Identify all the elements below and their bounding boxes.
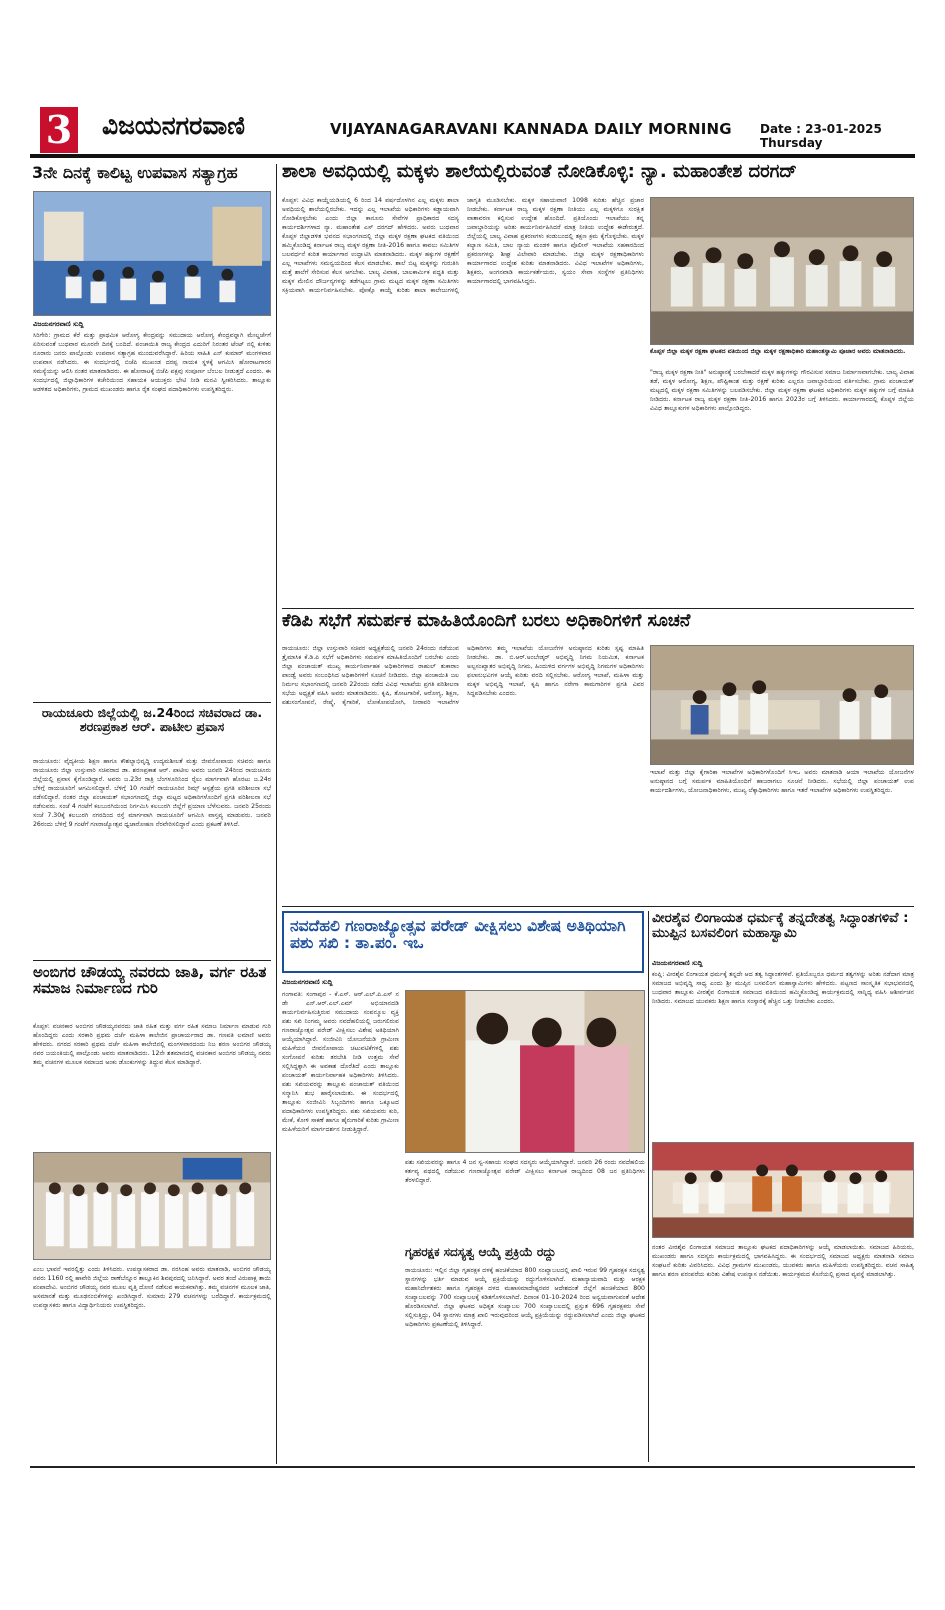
lead-photo-caption: ಕೊಪ್ಪಳ ಜಿಲ್ಲಾ ಮಕ್ಕಳ ರಕ್ಷಣಾ ಘಟಕದ ವತಿಯಿಂದ ಜಿಲ್ಲಾ ಮಕ್ಕಳ ರಕ್ಷಣಾಧಿಕಾರಿ ಮಹಾಂತಸ್ವಾಮಿ ಪೂಜಾರ ಅವರು ಮಾತನಾಡಿದರು. [650, 348, 906, 355]
ambigara-photo [33, 1152, 271, 1260]
fast-byline: ವಿಜಯನಗರವಾಣಿ ಸುದ್ದಿ [33, 320, 84, 328]
kdp-headline: ಕೆಡಿಪಿ ಸಭೆಗೆ ಸಮರ್ಪಕ ಮಾಹಿತಿಯೊಂದಿಗೆ ಬರಲು ಅಧಿಕಾರಿಗಳಿಗೆ ಸೂಚನೆ [282, 612, 691, 631]
page-bottom-rule [30, 1466, 915, 1468]
minister-tour-body: ರಾಯಚೂರು: ವೈದ್ಯಕೀಯ ಶಿಕ್ಷಣ ಹಾಗೂ ಕೌಶಲ್ಯಾಭಿವೃದ್ಧಿ ಉದ್ಯಮಶೀಲತೆ ಮತ್ತು ಜೀವನೋಪಾಯ ಸಚಿವರು ಹಾಗೂ ರಾಯಚೂರು ಜಿಲ್ಲಾ ಉಸ್ತುವಾರಿ ಸಚಿವರಾದ ಡಾ. ಶರಣಪ್ರಕಾಶ ಆರ್. ಪಾಟೀಲ ಅವರು ಜನವರಿ 24ರಿಂದ ರಾಯಚೂರು ಜಿಲ್ಲೆಯಲ್ಲಿ ಪ್ರವಾಸ ಕೈಗೊಂಡಿದ್ದಾರೆ. ಅವರು ಜ.23ರ ರಾತ್ರಿ ಬೆಂಗಳೂರಿನಿಂದ ರೈಲು ಮಾರ್ಗವಾಗಿ ಹೊರಟು ಜ.24ರ ಬೆಳಿಗ್ಗೆ ರಾಯಚೂರಿಗೆ ಆಗಮಿಸಲಿದ್ದಾರೆ. ಬೆಳಿಗ್ಗೆ 10 ಗಂಟೆಗೆ ರಾಯಚೂರಿನ ರಿಮ್ಸ್ ಆಸ್ಪತ್ರೆಯ ಪ್ರಗತಿ ಪರಿಶೀಲನಾ ಸಭೆ ನಡೆಸಲಿದ್ದಾರೆ. ನಂತರ ಜಿಲ್ಲಾ ಪಂಚಾಯತ್ ಸಭಾಂಗಣದಲ್ಲಿ ಜಿಲ್ಲಾ ಮಟ್ಟದ ಅಧಿಕಾರಿಗಳೊಂದಿಗೆ ಪ್ರಗತಿ ಪರಿಶೀಲನಾ ಸಭೆ ನಡೆಸುವರು. ಸಂಜೆ 4 ಗಂಟೆಗೆ ಕಲಬುರಗಿಯಿಂದ ನಿರ್ಗಮಿಸಿ ಕಲಬುರಗಿ ಜಿಲ್ಲೆಗೆ ಪ್ರಯಾಣ ಬೆಳೆಸುವರು. ಜನವರಿ 25ರಂದು ಸಂಜೆ 7.30ಕ್ಕೆ ಕಲಬುರಗಿ ನಗರದಿಂದ ರಸ್ತೆ ಮಾರ್ಗವಾಗಿ ರಾಯಚೂರಿಗೆ ಆಗಮಿಸಿ ವಾಸ್ತವ್ಯ ಮಾಡುವರು. ಜನವರಿ 26ರಂದು ಬೆಳಿಗ್ಗೆ 9 ಗಂಟೆಗೆ ಗಣರಾಜ್ಯೋತ್ಸವ ಧ್ವಜಾರೋಹಣ ನೆರವೇರಿಸಲಿದ್ದಾರೆ ಎಂದು ಪ್ರಕಟಣೆ ತಿಳಿಸಿದೆ. [33, 758, 271, 828]
parade-body: ಗಂಗಾವತಿ: ಸಂಗಾಪುರ - ಕೆ.ಎಸ್. ಆರ್.ಎಲ್.ಪಿ.ಎಸ್ ನ ಡೇ ಎನ್.ಆರ್.ಎಲ್.ಎಮ್ ಅಭಿಯಾನದಡಿ ಕಾರ್ಯನಿರ್ವಹಿಸುತ್ತಿರುವ ಸಮುದಾಯ ಸಂಪನ್ಮೂಲ ವ್ಯಕ್ತಿ ಪಶು ಸಖಿ ನಿಂಗಮ್ಮ ಅವರು ನವದೆಹಲಿಯಲ್ಲಿ ಜರುಗಲಿರುವ ಗಣರಾಜ್ಯೋತ್ಸವ ಪರೇಡ್ ವೀಕ್ಷಿಸಲು ವಿಶೇಷ ಅತಿಥಿಯಾಗಿ ಆಯ್ಕೆಯಾಗಿದ್ದಾರೆ. ಸಂಜೀವಿನಿ ಯೋಜನೆಯಡಿ ಗ್ರಾಮೀಣ ಮಹಿಳೆಯರ ಜೀವನೋಪಾಯ ಚಟುವಟಿಕೆಗಳಲ್ಲಿ ಪಶು ಸಂಗೋಪನೆ ಕುರಿತು ತರಬೇತಿ ನೀಡಿ ಉತ್ತಮ ಸೇವೆ ಸಲ್ಲಿಸಿದ್ದಕ್ಕಾಗಿ ಈ ಅವಕಾಶ ದೊರೆತಿದೆ ಎಂದು ತಾಲ್ಲೂಕು ಪಂಚಾಯತ್ ಕಾರ್ಯನಿರ್ವಾಹಕ ಅಧಿಕಾರಿಗಳು ತಿಳಿಸಿದರು. ಪಶು ಸಖಿಯವರನ್ನು ತಾಲ್ಲೂಕು ಪಂಚಾಯತ್ ವತಿಯಿಂದ ಸನ್ಮಾನಿಸಿ ಶುಭ ಹಾರೈಸಲಾಯಿತು. ಈ ಸಂದರ್ಭದಲ್ಲಿ ತಾಲ್ಲೂಕು ಸಂಜೀವಿನಿ ಸಿಬ್ಬಂದಿಗಳು ಹಾಗೂ ಒಕ್ಕೂಟದ ಪದಾಧಿಕಾರಿಗಳು ಉಪಸ್ಥಿತರಿದ್ದರು. ಪಶು ಸಖಿಯವರು ಕುರಿ, ಮೇಕೆ, ಕೋಳಿ ಸಾಕಣೆ ಹಾಗೂ ಹೈನುಗಾರಿಕೆ ಕುರಿತು ಗ್ರಾಮೀಣ ಮಹಿಳೆಯರಿಗೆ ಮಾರ್ಗದರ್ಶನ ನೀಡುತ್ತಿದ್ದಾರೆ. [282, 991, 399, 1133]
newspaper-logo: ವಿಜಯನಗರವಾಣಿ [102, 111, 245, 140]
lead-photo [650, 197, 914, 345]
lead-headline: ಶಾಲಾ ಅವಧಿಯಲ್ಲಿ ಮಕ್ಕಳು ಶಾಲೆಯಲ್ಲಿರುವಂತೆ ನೋಡಿಕೊಳ್ಳಿ: ನ್ಯಾ. ಮಹಾಂತೇಶ ದರಗದ್ [282, 162, 797, 182]
divider [33, 960, 271, 961]
veerashaiva-body-bottom: ನಂತರ ವೀರಶೈವ ಲಿಂಗಾಯತ ಸಮಾಜದ ತಾಲ್ಲೂಕು ಘಟಕದ ಪದಾಧಿಕಾರಿಗಳನ್ನು ಆಯ್ಕೆ ಮಾಡಲಾಯಿತು. ಸಮಾಜದ ಹಿರಿಯರು, ಮುಖಂಡರು ಹಾಗೂ ಸದಸ್ಯರು ಕಾರ್ಯಕ್ರಮದಲ್ಲಿ ಭಾಗವಹಿಸಿದ್ದರು. ಈ ಸಂದರ್ಭದಲ್ಲಿ ಸಮಾಜದ ಅಧ್ಯಕ್ಷರು ಮಾತನಾಡಿ ಸಮಾಜ ಸಂಘಟನೆ ಕುರಿತು ವಿವರಿಸಿದರು. ವಿವಿಧ ಗ್ರಾಮಗಳ ಮುಖಂಡರು, ಯುವಕರು ಹಾಗೂ ಮಹಿಳೆಯರು ಉಪಸ್ಥಿತರಿದ್ದರು. ವಚನ ಸಾಹಿತ್ಯ ಹಾಗೂ ಶರಣ ಪರಂಪರೆಯ ಕುರಿತು ವಿಶೇಷ ಉಪನ್ಯಾಸ ನಡೆಯಿತು. ಕಾರ್ಯಕ್ರಮದ ಕೊನೆಯಲ್ಲಿ ಪ್ರಸಾದ ವ್ಯವಸ್ಥೆ ಮಾಡಲಾಗಿತ್ತು. [652, 1244, 914, 1278]
issue-date: Date : 23-01-2025 Thursday [760, 122, 882, 150]
column-divider [276, 164, 277, 1464]
parade-byline: ವಿಜಯನಗರವಾಣಿ ಸುದ್ದಿ [282, 978, 333, 986]
kdp-body: ರಾಯಚೂರು: ಜಿಲ್ಲಾ ಉಸ್ತುವಾರಿ ಸಚಿವರ ಅಧ್ಯಕ್ಷತೆಯಲ್ಲಿ ಜನವರಿ 24ರಂದು ನಡೆಯುವ ತ್ರೈಮಾಸಿಕ ಕೆ.ಡಿ.ಪಿ ಸಭೆಗೆ ಅಧಿಕಾರಿಗಳು ಸಮರ್ಪಕ ಮಾಹಿತಿಯೊಂದಿಗೆ ಬರಬೇಕು ಎಂದು ಜಿಲ್ಲಾ ಪಂಚಾಯತ್ ಮುಖ್ಯ ಕಾರ್ಯನಿರ್ವಾಹಕ ಅಧಿಕಾರಿಗಳಾದ ರಾಹುಲ್ ತುಕಾರಾಂ ಪಾಂಡ್ವೆ ಅವರು ಸಂಬಂಧಿಸಿದ ಅಧಿಕಾರಿಗಳಿಗೆ ಸೂಚನೆ ನೀಡಿದರು. ಜಿಲ್ಲಾ ಪಂಚಾಯಿತಿ ಜಲ ನಿರ್ಮಲ ಸಭಾಂಗಣದಲ್ಲಿ ಜನವರಿ 22ರಂದು ನಡೆದ ವಿವಿಧ ಇಲಾಖೆಯ ಪ್ರಗತಿ ಪರಿಶೀಲನಾ ಸಭೆಯ ಅಧ್ಯಕ್ಷತೆ ವಹಿಸಿ ಅವರು ಮಾತನಾಡಿದರು. ಕೃಷಿ, ತೋಟಗಾರಿಕೆ, ಆರೋಗ್ಯ, ಶಿಕ್ಷಣ, ಪಶುಸಂಗೋಪನೆ, ರೇಷ್ಮೆ, ಕೈಗಾರಿಕೆ, ಲೋಕೋಪಯೋಗಿ, ನೀರಾವರಿ ಇಲಾಖೆಗಳ ಅಧಿಕಾರಿಗಳು ತಮ್ಮ ಇಲಾಖೆಯ ಯೋಜನೆಗಳ ಅನುಷ್ಠಾನದ ಕುರಿತು ಸ್ಪಷ್ಟ ಮಾಹಿತಿ ನೀಡಬೇಕು. ಡಾ. ಬಿ.ಆರ್.ಅಂಬೇಡ್ಕರ್ ಅಭಿವೃದ್ಧಿ ನಿಗಮ ನಿಯಮಿತ, ಕರ್ನಾಟಕ ಅಲ್ಪಸಂಖ್ಯಾತರ ಅಭಿವೃದ್ಧಿ ನಿಗಮ, ಹಿಂದುಳಿದ ವರ್ಗಗಳ ಅಭಿವೃದ್ಧಿ ನಿಗಮಗಳ ಅಧಿಕಾರಿಗಳು ಫಲಾನುಭವಿಗಳ ಆಯ್ಕೆ ಕುರಿತು ವರದಿ ಸಲ್ಲಿಸಬೇಕು. ಆರೋಗ್ಯ ಇಲಾಖೆ, ಮಹಿಳಾ ಮತ್ತು ಮಕ್ಕಳ ಅಭಿವೃದ್ಧಿ ಇಲಾಖೆ, ಕೃಷಿ ಹಾಗೂ ನರೇಗಾ ಕಾಮಗಾರಿಗಳ ಪ್ರಗತಿ ವಿವರ ಸಿದ್ಧಪಡಿಸಬೇಕು ಎಂದರು. [282, 645, 644, 706]
page-number: 3 [40, 107, 78, 153]
newspaper-english-name: VIJAYANAGARAVANI KANNADA DAILY MORNING [330, 120, 732, 138]
parade-body-right: ಪಶು ಸಖಿಯವರನ್ನು ಹಾಗೂ 4 ಜನ ಸ್ವ-ಸಹಾಯ ಸಂಘದ ಸದಸ್ಯರು ಆಯ್ಕೆಯಾಗಿದ್ದಾರೆ. ಜನವರಿ 26 ರಂದು ನವದೆಹಲಿಯ ಕರ್ತವ್ಯ ಪಥದಲ್ಲಿ ನಡೆಯುವ ಗಣರಾಜ್ಯೋತ್ಸವ ಪರೇಡ್ ವೀಕ್ಷಿಸಲು ಕರ್ನಾಟಕ ರಾಜ್ಯದಿಂದ 08 ಜನ ಪ್ರತಿನಿಧಿಗಳು ತೆರಳಲಿದ್ದಾರೆ. [405, 1159, 645, 1184]
fast-headline: 3ನೇ ದಿನಕ್ಕೆ ಕಾಲಿಟ್ಟ ಉಪವಾಸ ಸತ್ಯಾಗ್ರಹ [32, 164, 238, 182]
divider [282, 906, 914, 907]
ration-body: ರಾಯಚೂರು: ಇಲ್ಲಿನ ಜಿಲ್ಲಾ ಗೃಹರಕ್ಷಕ ದಳಕ್ಕೆ ಹಂಚಿಕೆಯಾದ 800 ಸಂಖ್ಯಾಬಲದಲ್ಲಿ ಖಾಲಿ ಇರುವ 99 ಗೃಹರಕ್ಷಕ ಸದಸ್ಯತ್ವ ಸ್ಥಾನಗಳನ್ನು ಭರ್ತಿ ಮಾಡುವ ಆಯ್ಕೆ ಪ್ರಕ್ರಿಯೆಯನ್ನು ರದ್ದುಗೊಳಿಸಲಾಗಿದೆ. ಮಹಾನ್ಯಾಯವಾದಿ ಮತ್ತು ಆರಕ್ಷಕ ಮಹಾನಿರ್ದೇಶಕರು ಹಾಗೂ ಗೃಹರಕ್ಷಕ ದಳದ ಮಹಾಸಮಾದೇಷ್ಟರವರ ಆದೇಶದಂತೆ ಜಿಲ್ಲೆಗೆ ಹಂಚಿಕೆಯಾದ 800 ಸಂಖ್ಯಾಬಲವನ್ನು 700 ಸಂಖ್ಯಾಬಲಕ್ಕೆ ಕಡಿತಗೊಳಿಸಲಾಗಿದೆ. ದಿನಾಂಕ 01-10-2024 ರಿಂದ ಅನ್ವಯವಾಗುವಂತೆ ಆದೇಶ ಹೊರಡಿಸಲಾಗಿದೆ. ಜಿಲ್ಲಾ ಘಟಕದ ಅಧಿಕೃತ ಸಂಖ್ಯಾಬಲ 700 ಸಂಖ್ಯಾಬಲದಲ್ಲಿ ಪ್ರಸ್ತುತ 696 ಗೃಹರಕ್ಷಕರು ಸೇವೆ ಸಲ್ಲಿಸುತ್ತಿದ್ದು, 04 ಸ್ಥಾನಗಳು ಮಾತ್ರ ಖಾಲಿ ಇರುವುದರಿಂದ ಆಯ್ಕೆ ಪ್ರಕ್ರಿಯೆಯನ್ನು ರದ್ದುಪಡಿಸಲಾಗಿದೆ ಎಂದು ಜಿಲ್ಲಾ ಘಟಕದ ಅಧಿಕಾರಿಗಳು ಪ್ರಕಟಣೆಯಲ್ಲಿ ತಿಳಿಸಿದ್ದಾರೆ. [405, 1266, 645, 1462]
ration-headline: ಗೃಹರಕ್ಷಕ ಸದಸ್ಯತ್ವ ಆಯ್ಕೆ ಪ್ರಕ್ರಿಯೆ ರದ್ದು [405, 1246, 645, 1262]
column-divider [648, 911, 649, 1462]
ambigara-headline: ಅಂಬಿಗರ ಚೌಡಯ್ಯ ನವರದು ಜಾತಿ, ವರ್ಗ ರಹಿತ ಸಮಾಜ ನಿರ್ಮಾಣದ ಗುರಿ [33, 964, 267, 998]
kdp-photo [650, 645, 914, 765]
fast-photo [33, 191, 271, 316]
veerashaiva-headline: ವೀರಶೈವ ಲಿಂಗಾಯತ ಧರ್ಮಕ್ಕೆ ತನ್ನದೇತತ್ವ ಸಿದ್ಧಾಂತಗಳಿವೆ : ಮುಪ್ಪಿನ ಬಸವಲಿಂಗ ಮಹಾಸ್ವಾಮಿ [652, 911, 909, 941]
divider [33, 702, 271, 703]
lead-body-right: "ರಾಜ್ಯ ಮಕ್ಕಳ ರಕ್ಷಣಾ ನೀತಿ" ಅನುಷ್ಠಾನಕ್ಕೆ ಬರಬೇಕಾದರೆ ಮಕ್ಕಳ ಹಕ್ಕುಗಳನ್ನು ಗೌರವಿಸುವ ಸಮಾಜ ನಿರ್ಮಾಣವಾಗಬೇಕು. ಬಾಲ್ಯ ವಿವಾಹ ತಡೆ, ಮಕ್ಕಳ ಆರೋಗ್ಯ, ಶಿಕ್ಷಣ, ಪೌಷ್ಟಿಕಾಂಶ ಮತ್ತು ರಕ್ಷಣೆ ಕುರಿತು ಎಲ್ಲರೂ ಜವಾಬ್ದಾರಿಯಿಂದ ವರ್ತಿಸಬೇಕು. ಗ್ರಾಮ ಪಂಚಾಯತ್ ಮಟ್ಟದಲ್ಲಿ ಮಕ್ಕಳ ರಕ್ಷಣಾ ಸಮಿತಿಗಳನ್ನು ಬಲಪಡಿಸಬೇಕು. ಜಿಲ್ಲಾ ಮಕ್ಕಳ ರಕ್ಷಣಾ ಘಟಕದ ಅಧಿಕಾರಿಗಳು ಮಕ್ಕಳ ಹಕ್ಕುಗಳ ಬಗ್ಗೆ ಮಾಹಿತಿ ನೀಡಿದರು. ಕರ್ನಾಟಕ ರಾಜ್ಯ ಮಕ್ಕಳ ರಕ್ಷಣಾ ನೀತಿ-2016 ಹಾಗೂ 2023ರ ಬಗ್ಗೆ ತಿಳಿಸಿದರು. ಕಾರ್ಯಾಗಾರದಲ್ಲಿ ಕೊಪ್ಪಳ ಜಿಲ್ಲೆಯ ವಿವಿಧ ತಾಲ್ಲೂಕುಗಳ ಅಧಿಕಾರಿಗಳು ಪಾಲ್ಗೊಂಡಿದ್ದರು. [650, 369, 914, 412]
veerashaiva-byline: ವಿಜಯನಗರವಾಣಿ ಸುದ್ದಿ [652, 959, 703, 967]
ambigara-body-top: ಕೊಪ್ಪಳ: ವಚನಕಾರ ಅಂಬಿಗರ ಚೌಡಯ್ಯನವರದು ಜಾತಿ ರಹಿತ ಮತ್ತು ವರ್ಗ ರಹಿತ ಸಮಾಜ ನಿರ್ಮಾಣ ಮಾಡುವ ಗುರಿ ಹೊಂದಿದ್ದರು ಎಂದು ಸರಕಾರಿ ಪ್ರಥಮ ದರ್ಜೆ ಮಹಿಳಾ ಕಾಲೇಜಿನ ಪ್ರಾಚಾರ್ಯರಾದ ಡಾ. ಗಣಪತಿ ಲಮಾಣಿ ಅವರು ಹೇಳಿದರು. ನಗರದ ಸರಕಾರಿ ಪ್ರಥಮ ದರ್ಜೆ ಮಹಿಳಾ ಕಾಲೇಜಿನಲ್ಲಿ ಮಂಗಳವಾರದಂದು ನಿಜ ಶರಣ ಅಂಬಿಗರ ಚೌಡಯ್ಯ ನವರ ಜಯಂತಿಯಲ್ಲಿ ಪಾಲ್ಗೊಂಡು ಅವರು ಮಾತನಾಡಿದರು. 12ನೇ ಶತಮಾನದಲ್ಲಿ ವಚನಕಾರ ಅಂಬಿಗರ ಚೌಡಯ್ಯ ನವರು ತಮ್ಮ ವಚನಗಳ ಮೂಲಕ ಸಮಾಜದ ಅಂಕು ಡೊಂಕುಗಳನ್ನು ತಿದ್ದುವ ಕೆಲಸ ಮಾಡಿದ್ದಾರೆ. [33, 1023, 271, 1066]
minister-tour-headline: ರಾಯಚೂರು ಜಿಲ್ಲೆಯಲ್ಲಿ ಜ.24ರಿಂದ ಸಚಿವರಾದ ಡಾ. ಶರಣಪ್ರಕಾಶ ಆರ್. ಪಾಟೀಲ ಪ್ರವಾಸ [41, 706, 263, 734]
divider [282, 608, 914, 609]
fast-body: ಸಿರಿಗೇರಿ: ಗ್ರಾಮದ ಕೆರೆ ಮತ್ತು ಪ್ರಾಥಮಿಕ ಆರೋಗ್ಯ ಕೇಂದ್ರವನ್ನು ಸಮುದಾಯ ಆರೋಗ್ಯ ಕೇಂದ್ರವನ್ನಾಗಿ ಮೇಲ್ದರ್ಜೆಗೆ ಏರಿಸುವಂತೆ ಬುಧವಾರ ಮೂರನೇ ದಿನಕ್ಕೆ ಬಂದಿದೆ. ಪಂಚಾಯಿತಿ ರಾಜ್ಯ ಕೇಂದ್ರದ ಎದುರಿಗೆ ನಿರಂತರ ಟೆಂಟ್ ನಲ್ಲಿ ಕುಳಿತು ನೂರಾರು ಜನರು ಪಾಲ್ಗೊಂಡು ಉಪವಾಸ ಸತ್ಯಾಗ್ರಹ ಮುಂದುವರೆಸಿದ್ದಾರೆ. ಹಿರಿಯ ಸಾಹಿತಿ ಎನ್ ಕುಮಾರ್ ಮಂಗಳವಾರ ಉಪವಾಸ ನಡೆಸಿದರು. ಈ ಸಂದರ್ಭದಲ್ಲಿ ಬಿಜೆಪಿ ಮುಖಂಡ ದರಪ್ಪ ನಾಯಕ ಸ್ಥಳಕ್ಕೆ ಆಗಮಿಸಿ ಹೋರಾಟಗಾರರ ಸಮಸ್ಯೆಯನ್ನು ಆಲಿಸಿ ನಂತರ ಮಾತನಾಡಿದರು. ಈ ಹೋರಾಟಕ್ಕೆ ಬಿಜೆಪಿ ಪಕ್ಷವು ಸಂಪೂರ್ಣ ಬೆಂಬಲ ನೀಡುತ್ತದೆ ಎಂದರು. ಈ ಸಂದರ್ಭದಲ್ಲಿ ಜಿಲ್ಲಾಧಿಕಾರಿಗಳ ಕಚೇರಿಯಿಂದ ಸಹಾಯಕ ಆಯುಕ್ತರು ಭೇಟಿ ನೀಡಿ ಮನವಿ ಸ್ವೀಕರಿಸಿದರು. ತಾಲ್ಲೂಕು ಆಡಳಿತದ ಅಧಿಕಾರಿಗಳು, ಗ್ರಾಮದ ಮುಖಂಡರು ಹಾಗೂ ರೈತ ಸಂಘದ ಪದಾಧಿಕಾರಿಗಳು ಉಪಸ್ಥಿತರಿದ್ದರು. [33, 332, 271, 393]
veerashaiva-photo [652, 1142, 914, 1238]
parade-headline: ನವದೆಹಲಿ ಗಣರಾಜ್ಯೋತ್ಸವ ಪರೇಡ್ ವೀಕ್ಷಿಸಲು ವಿಶೇಷ ಅತಿಥಿಯಾಗಿ ಪಶು ಸಖಿ : ತಾ.ಪಂ. ಇಒ [282, 911, 644, 973]
kdp-body-right: ಇಲಾಖೆ ಮತ್ತು ಜಿಲ್ಲಾ ಕೈಗಾರಿಕಾ ಇಲಾಖೆಗಳ ಅಧಿಕಾರಿಗಳೊಂದಿಗೆ ಸಿಇಒ ಅವರು ಮಾತನಾಡಿ ಆಯಾ ಇಲಾಖೆಯ ಯೋಜನೆಗಳ ಅನುಷ್ಠಾನದ ಬಗ್ಗೆ ಸಮರ್ಪಕ ಮಾಹಿತಿಯೊಂದಿಗೆ ಹಾಜರಾಗಲು ಸೂಚನೆ ನೀಡಿದರು. ಸಭೆಯಲ್ಲಿ ಜಿಲ್ಲಾ ಪಂಚಾಯತ್ ಉಪ ಕಾರ್ಯದರ್ಶಿಗಳು, ಯೋಜನಾಧಿಕಾರಿಗಳು, ಮುಖ್ಯ ಲೆಕ್ಕಾಧಿಕಾರಿಗಳು ಹಾಗೂ ಇತರೆ ಇಲಾಖೆಗಳ ಅಧಿಕಾರಿಗಳು ಉಪಸ್ಥಿತರಿದ್ದರು. [650, 769, 914, 794]
parade-photo [405, 990, 645, 1153]
lead-body: ಕೊಪ್ಪಳ: ವಿವಿಧ ಕಾಯ್ದೆಯಡಿಯಲ್ಲಿ 6 ರಿಂದ 14 ವರ್ಷದೊಳಗಿನ ಎಲ್ಲ ಮಕ್ಕಳು ಶಾಲಾ ಅವಧಿಯಲ್ಲಿ ಶಾಲೆಯಲ್ಲಿರಬೇಕು. ಇದನ್ನು ಎಲ್ಲ ಇಲಾಖೆಯ ಅಧಿಕಾರಿಗಳು ಕಡ್ಡಾಯವಾಗಿ ನೋಡಿಕೊಳ್ಳಬೇಕು ಎಂದು ಜಿಲ್ಲಾ ಕಾನೂನು ಸೇವೆಗಳ ಪ್ರಾಧಿಕಾರದ ಸದಸ್ಯ ಕಾರ್ಯದರ್ಶಿಗಳಾದ ನ್ಯಾ. ಮಹಾಂತೇಶ ಎಸ್ ದರಗದ್ ಹೇಳಿದರು. ಅವರು ಬುಧವಾರ ಕೊಪ್ಪಳ ಜಿಲ್ಲಾಡಳಿತ ಭವನದ ಸಭಾಂಗಣದಲ್ಲಿ ಜಿಲ್ಲಾ ಮಕ್ಕಳ ರಕ್ಷಣಾ ಘಟಕದ ವತಿಯಿಂದ ಹಮ್ಮಿಕೊಂಡಿದ್ದ ಕರ್ನಾಟಕ ರಾಜ್ಯ ಮಕ್ಕಳ ರಕ್ಷಣಾ ನೀತಿ-2016 ಹಾಗೂ ಕಾವಲು ಸಮಿತಿಗಳ ಬಲವರ್ಧನೆ ಕುರಿತ ಕಾರ್ಯಾಗಾರ ಉದ್ಘಾಟಿಸಿ ಮಾತನಾಡಿದರು. ಮಕ್ಕಳ ಹಕ್ಕುಗಳ ರಕ್ಷಣೆಗೆ ಎಲ್ಲ ಇಲಾಖೆಗಳು ಸಮನ್ವಯದಿಂದ ಕೆಲಸ ಮಾಡಬೇಕು. ಶಾಲೆ ಬಿಟ್ಟ ಮಕ್ಕಳನ್ನು ಗುರುತಿಸಿ ಮತ್ತೆ ಶಾಲೆಗೆ ಸೇರಿಸುವ ಕೆಲಸ ಆಗಬೇಕು. ಬಾಲ್ಯ ವಿವಾಹ, ಬಾಲಕಾರ್ಮಿಕ ಪದ್ಧತಿ ಮತ್ತು ಮಕ್ಕಳ ಮೇಲಿನ ದೌರ್ಜನ್ಯಗಳನ್ನು ತಡೆಗಟ್ಟಲು ಗ್ರಾಮ ಮಟ್ಟದ ಮಕ್ಕಳ ರಕ್ಷಣಾ ಸಮಿತಿಗಳು ಸಕ್ರಿಯವಾಗಿ ಕಾರ್ಯನಿರ್ವಹಿಸಬೇಕು. ಪೋಕ್ಸೊ ಕಾಯ್ದೆ ಕುರಿತು ಶಾಲಾ ಕಾಲೇಜುಗಳಲ್ಲಿ ಜಾಗೃತಿ ಮೂಡಿಸಬೇಕು. ಮಕ್ಕಳ ಸಹಾಯವಾಣಿ 1098 ಕುರಿತು ಹೆಚ್ಚಿನ ಪ್ರಚಾರ ನೀಡಬೇಕು. ಕರ್ನಾಟಕ ರಾಜ್ಯ ಮಕ್ಕಳ ರಕ್ಷಣಾ ನೀತಿಯು ಎಲ್ಲ ಮಕ್ಕಳಿಗೂ ಸುರಕ್ಷಿತ ವಾತಾವರಣ ಕಲ್ಪಿಸುವ ಉದ್ದೇಶ ಹೊಂದಿದೆ. ಪ್ರತಿಯೊಂದು ಇಲಾಖೆಯು ತನ್ನ ಜವಾಬ್ದಾರಿಯನ್ನು ಅರಿತು ಕಾರ್ಯನಿರ್ವಹಿಸಿದರೆ ಮಾತ್ರ ನೀತಿಯ ಉದ್ದೇಶ ಈಡೇರುತ್ತದೆ. ಜಿಲ್ಲೆಯಲ್ಲಿ ಬಾಲ್ಯ ವಿವಾಹ ಪ್ರಕರಣಗಳು ಕಂಡುಬಂದಲ್ಲಿ ತಕ್ಷಣ ಕ್ರಮ ಕೈಗೊಳ್ಳಬೇಕು. ಮಕ್ಕಳ ಕಲ್ಯಾಣ ಸಮಿತಿ, ಬಾಲ ನ್ಯಾಯ ಮಂಡಳಿ ಹಾಗೂ ಪೊಲೀಸ್ ಇಲಾಖೆಯ ಸಹಕಾರದಿಂದ ಪ್ರಕರಣಗಳನ್ನು ಶೀಘ್ರ ವಿಲೇವಾರಿ ಮಾಡಬೇಕು. ಜಿಲ್ಲಾ ಮಕ್ಕಳ ರಕ್ಷಣಾಧಿಕಾರಿಗಳು ಕಾರ್ಯಾಗಾರದ ಉದ್ದೇಶ ಕುರಿತು ಮಾತನಾಡಿದರು. ವಿವಿಧ ಇಲಾಖೆಗಳ ಅಧಿಕಾರಿಗಳು, ಶಿಕ್ಷಕರು, ಅಂಗನವಾಡಿ ಕಾರ್ಯಕರ್ತೆಯರು, ಸ್ವಯಂ ಸೇವಾ ಸಂಸ್ಥೆಗಳ ಪ್ರತಿನಿಧಿಗಳು ಕಾರ್ಯಾಗಾರದಲ್ಲಿ ಭಾಗವಹಿಸಿದ್ದರು. [282, 197, 644, 294]
veerashaiva-body: ಕಂಪ್ಲಿ: ವೀರಶೈವ ಲಿಂಗಾಯತ ಧರ್ಮಕ್ಕೆ ತನ್ನದೇ ಆದ ತತ್ವ ಸಿದ್ಧಾಂತಗಳಿವೆ. ಪ್ರತಿಯೊಬ್ಬರೂ ಧರ್ಮದ ತತ್ವಗಳನ್ನು ಅರಿತು ನಡೆದಾಗ ಮಾತ್ರ ಸಮಾಜದ ಅಭಿವೃದ್ಧಿ ಸಾಧ್ಯ ಎಂದು ಶ್ರೀ ಮುಪ್ಪಿನ ಬಸವಲಿಂಗ ಮಹಾಸ್ವಾಮಿಗಳು ಹೇಳಿದರು. ಪಟ್ಟಣದ ಸಾಂಸ್ಕೃತಿಕ ಸಭಾಭವನದಲ್ಲಿ ಬುಧವಾರ ತಾಲ್ಲೂಕು ವೀರಶೈವ ಲಿಂಗಾಯತ ಸಮಾಜದ ವತಿಯಿಂದ ಹಮ್ಮಿಕೊಂಡಿದ್ದ ಕಾರ್ಯಕ್ರಮದಲ್ಲಿ ಸಾನ್ನಿಧ್ಯ ವಹಿಸಿ ಆಶೀರ್ವಚನ ನೀಡಿದರು. ಸಮಾಜದ ಯುವಕರು ಶಿಕ್ಷಣ ಹಾಗೂ ಸಂಸ್ಕಾರಕ್ಕೆ ಹೆಚ್ಚಿನ ಒತ್ತು ನೀಡಬೇಕು ಎಂದರು. [652, 971, 914, 1005]
ambigara-body-bottom: ಎಂಬ ಭಾವನೆ ಇವರಲ್ಲಿತ್ತು ಎಂದು ತಿಳಿಸಿದರು. ಉಪನ್ಯಾಸಕರಾದ ಡಾ. ನರಸಿಂಹ ಅವರು ಮಾತನಾಡಿ, ಅಂಬಿಗರ ಚೌಡಯ್ಯ ನವರು 1160 ರಲ್ಲಿ ಹಾವೇರಿ ಜಿಲ್ಲೆಯ ರಾಣೆಬೆನ್ನೂರ ತಾಲ್ಲೂಕಿನ ಶಿವಪುರದಲ್ಲಿ ಜನಿಸಿದ್ದಾರೆ. ಅವರ ತಂದೆ ವಿರುಪಾಕ್ಷ ತಾಯಿ ಪಂಪಾದೇವಿ. ಅಂಬಿಗರ ಚೌಡಯ್ಯ ನವರ ಮೂಲ ವೃತ್ತಿ ದೋಣಿ ನಡೆಸುವ ಕಾಯಕವಾಗಿತ್ತು. ತಮ್ಮ ವಚನಗಳ ಮೂಲಕ ಜಾತಿ, ಅಸಮಾನತೆ ಮತ್ತು ಮೂಢನಂಬಿಕೆಗಳನ್ನು ಖಂಡಿಸಿದ್ದಾರೆ. ಸುಮಾರು 279 ವಚನಗಳನ್ನು ಬರೆದಿದ್ದಾರೆ. ಕಾರ್ಯಕ್ರಮದಲ್ಲಿ ಉಪನ್ಯಾಸಕರು ಹಾಗೂ ವಿದ್ಯಾರ್ಥಿನಿಯರು ಉಪಸ್ಥಿತರಿದ್ದರು. [33, 1266, 271, 1309]
masthead [30, 103, 915, 158]
